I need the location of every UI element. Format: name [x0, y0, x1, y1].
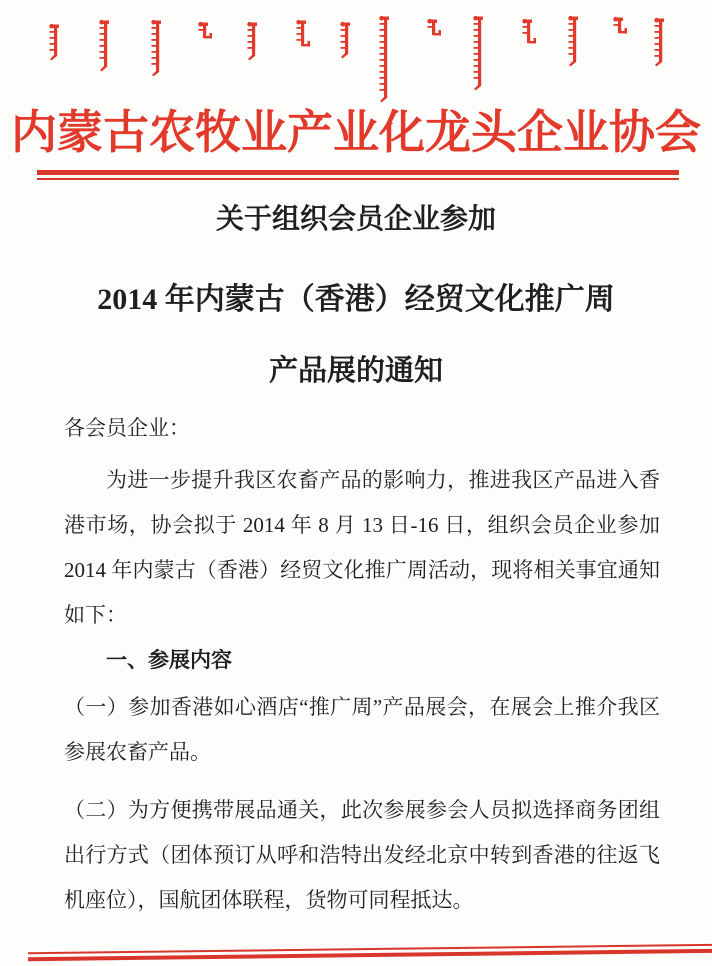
section-heading: 一、参展内容 — [106, 648, 232, 672]
doc-title-line1: 关于组织会员企业参加 — [215, 204, 496, 235]
mongolian-script-column — [338, 20, 355, 67]
mongolian-script-column — [611, 15, 628, 46]
intro-paragraph: 为进一步提升我区农畜产品的影响力，推进我区产品进入香港市场，协会拟于 2014 年 8 月 13 日-16 日，组织会员企业参加 2014 年内蒙古（香港）经贸文化推广周活动，现将相关事宜通知如下： — [64, 468, 660, 627]
mongolian-script-column — [566, 14, 583, 75]
mongolian-script-column — [245, 20, 262, 69]
mongolian-script-column — [425, 17, 442, 48]
mongolian-script-column — [520, 17, 537, 56]
header-rule-thin-line — [37, 178, 679, 180]
mongolian-script-column — [149, 18, 166, 85]
header-rule — [37, 170, 679, 180]
org-title: 内蒙古农牧业产业化龙头企业协会 — [11, 107, 701, 158]
list-item-2: （二）为方便携带展品通关，此次参展参会人员拟选择商务团组出行方式（团体预订从呼和浩特出发经北京中转到香港的往返飞机座位），国航团体联程，货物可同程抵达。 — [64, 798, 660, 912]
mongolian-script-column — [652, 16, 669, 75]
salutation: 各会员企业： — [64, 416, 190, 440]
list-item-1: （一）参加香港如心酒店“推广周”产品展会，在展会上推介我区参展农畜产品。 — [64, 695, 660, 764]
doc-title-line2: 2014 年内蒙古（香港）经贸文化推广周 — [97, 283, 615, 316]
footer-rule — [28, 944, 712, 961]
mongolian-script-header — [0, 0, 712, 100]
mongolian-script-column — [97, 18, 114, 80]
mongolian-script-column — [47, 22, 64, 69]
doc-title-line3: 产品展的通知 — [268, 355, 443, 387]
mongolian-script-column — [294, 18, 311, 59]
mongolian-script-column — [196, 20, 213, 51]
mongolian-script-column — [471, 14, 488, 99]
